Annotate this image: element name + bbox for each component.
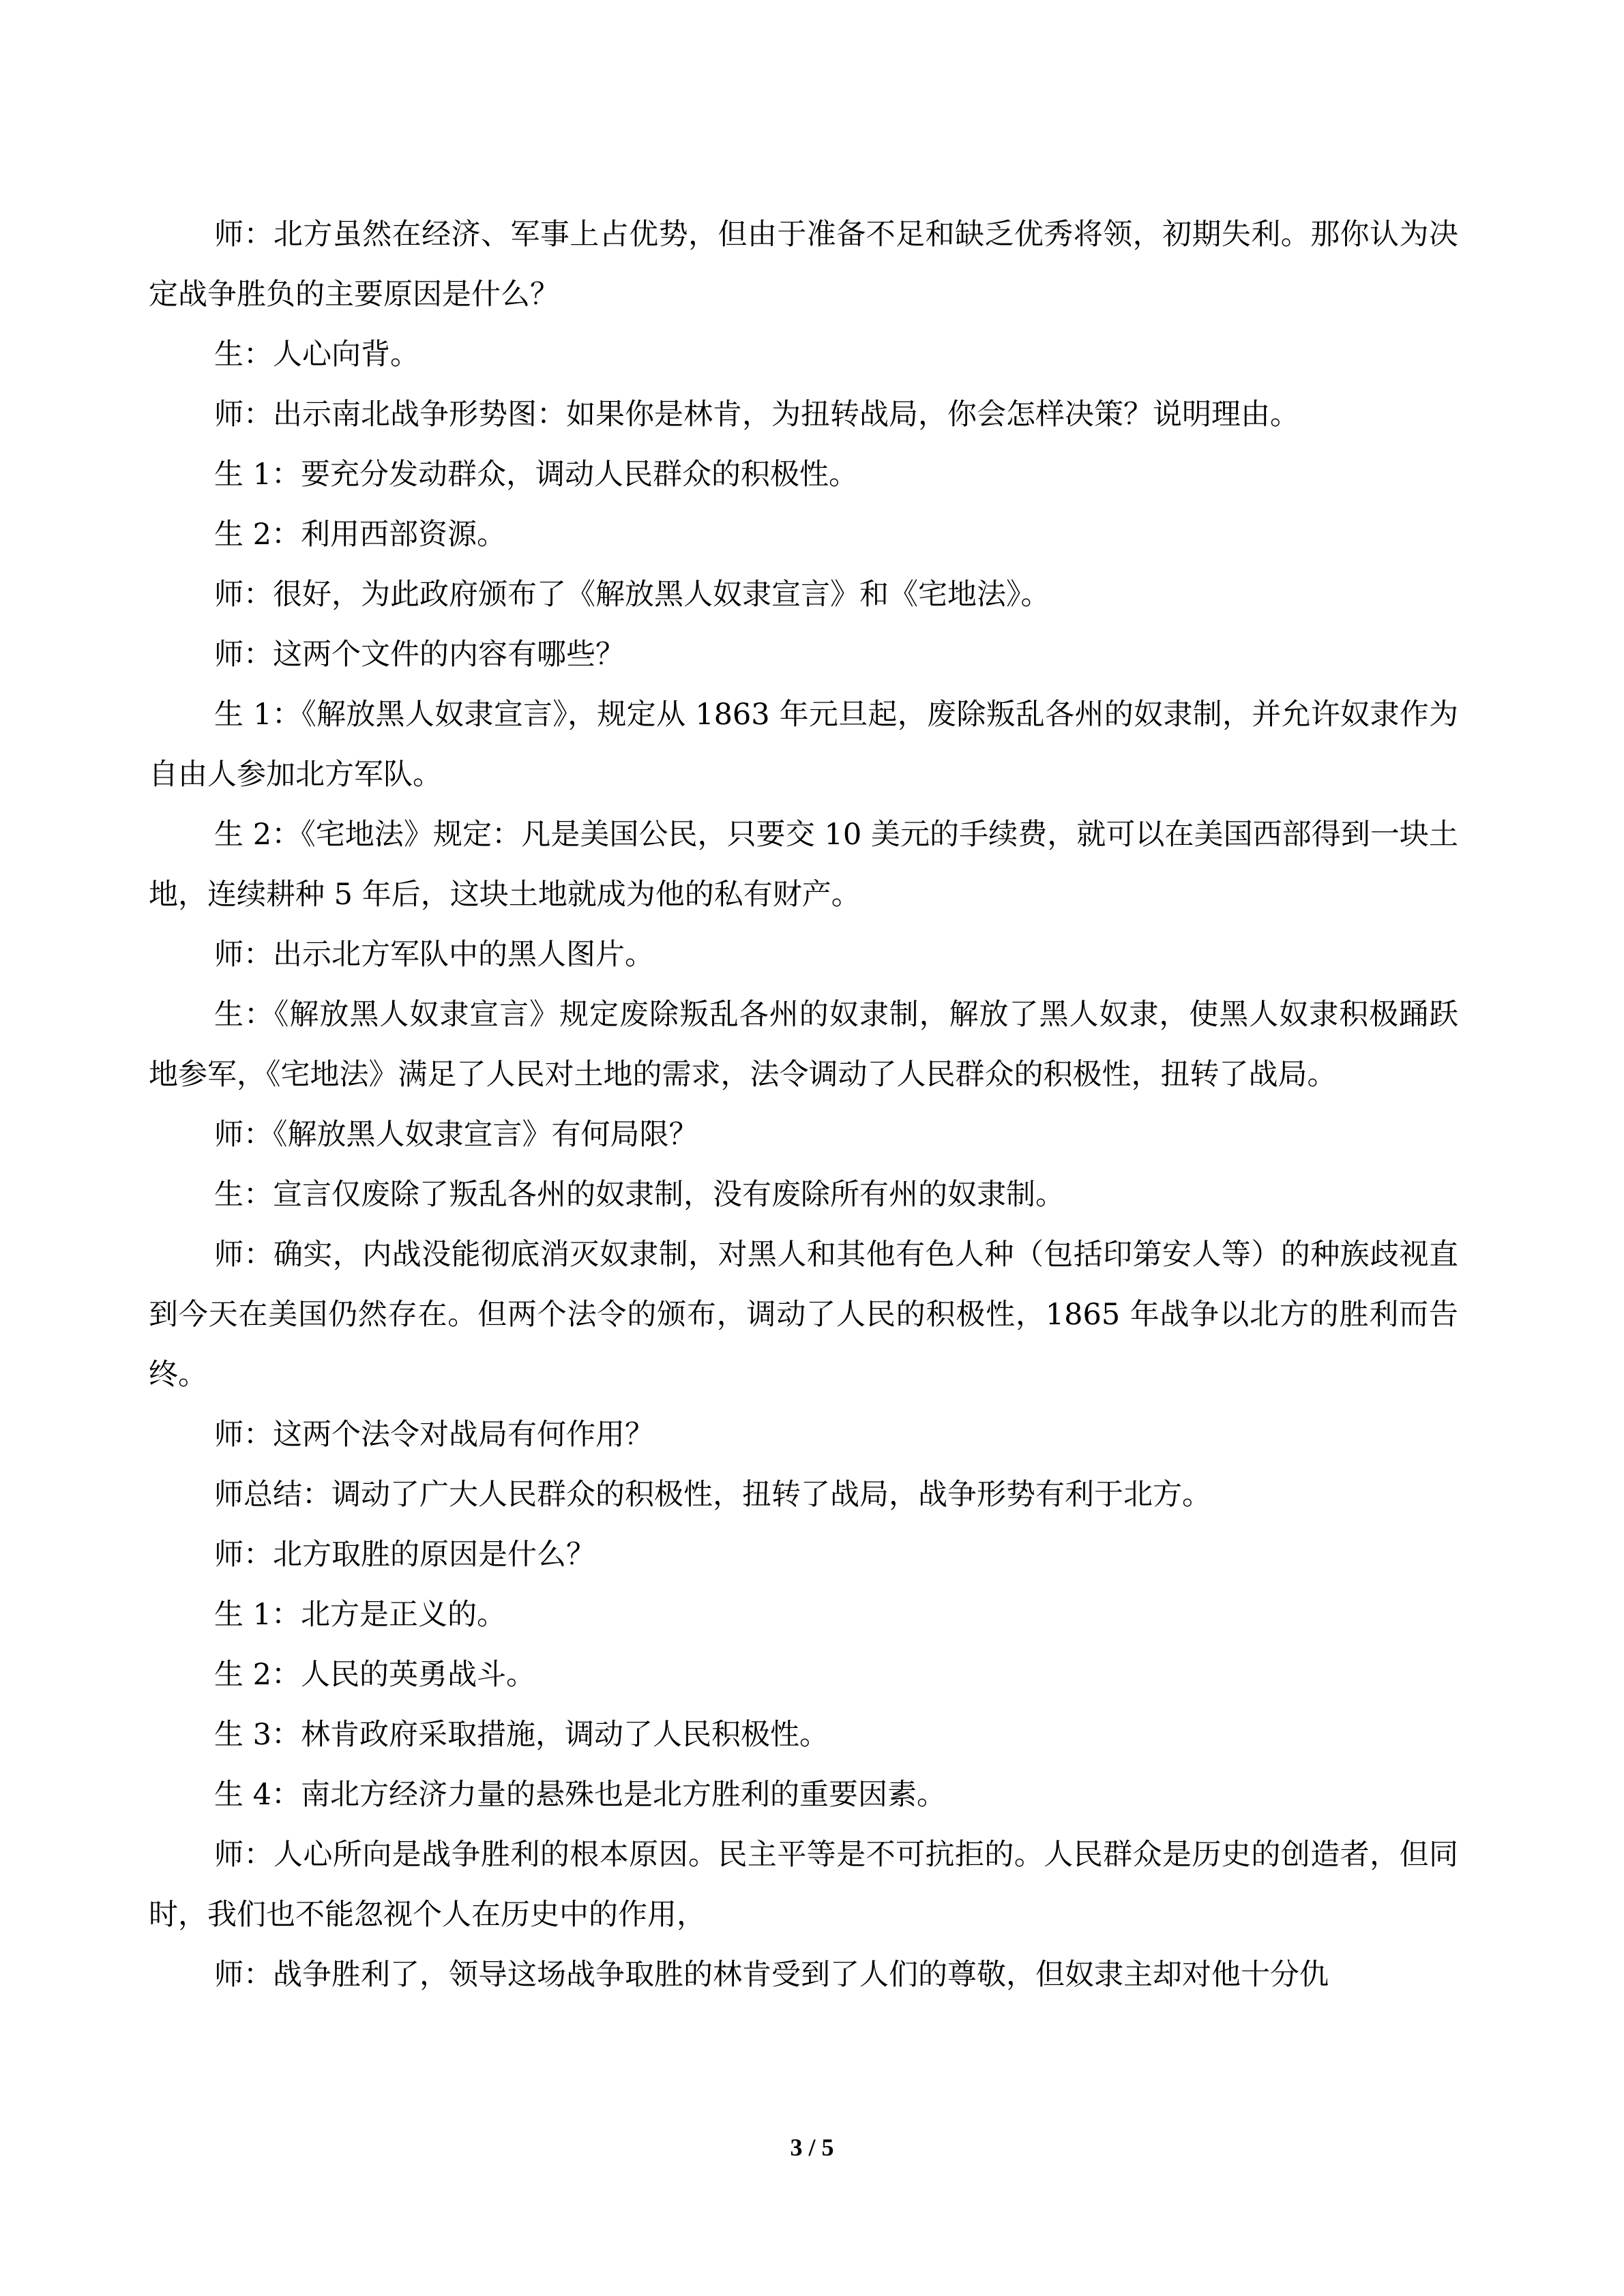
paragraph: 师：出示北方军队中的黑人图片。: [214, 938, 654, 972]
paragraph: 师：《解放黑人奴隶宣言》有何局限？: [214, 1118, 698, 1152]
paragraph: 师：很好，为此政府颁布了《解放黑人奴隶宣言》和《宅地法》。: [214, 578, 1050, 612]
paragraph: 师：北方虽然在经济、军事上占优势，但由于准备不足和缺乏优秀将领，初期失利。那你认为决定战争胜负的主要原因是什么？: [149, 218, 1458, 312]
paragraph: 师：人心所向是战争胜利的根本原因。民主平等是不可抗拒的。人民群众是历史的创造者，但同时，我们也不能忽视个人在历史中的作用，: [149, 1838, 1458, 1932]
paragraph: 生 1：要充分发动群众，调动人民群众的积极性。: [214, 458, 859, 492]
paragraph: 师：出示南北战争形势图：如果你是林肯，为扭转战局，你会怎样决策？说明理由。: [214, 398, 1299, 432]
paragraph: 师总结：调动了广大人民群众的积极性，扭转了战局，战争形势有利于北方。: [214, 1478, 1211, 1512]
paragraph: 生：人心向背。: [214, 338, 419, 372]
paragraph: 师：这两个文件的内容有哪些？: [214, 638, 625, 672]
document-body: [149, 205, 1458, 2005]
paragraph: 生 4：南北方经济力量的悬殊也是北方胜利的重要因素。: [214, 1778, 947, 1812]
paragraph: 师：确实，内战没能彻底消灭奴隶制，对黑人和其他有色人种（包括印第安人等）的种族歧视直到今天在美国仍然存在。但两个法令的颁布，调动了人民的积极性，1865 年战争以北方的胜利而告终。: [149, 1238, 1458, 1392]
paragraph: 师：北方取胜的原因是什么？: [214, 1538, 595, 1572]
paragraph: 师：战争胜利了，领导这场战争取胜的林肯受到了人们的尊敬，但奴隶主却对他十分仇: [214, 1958, 1329, 1992]
paragraph: 生 2：《宅地法》规定：凡是美国公民，只要交 10 美元的手续费，就可以在美国西部得到一块土地，连续耕种 5 年后，这块土地就成为他的私有财产。: [149, 818, 1458, 912]
paragraph: 生 1：《解放黑人奴隶宣言》，规定从 1863 年元旦起，废除叛乱各州的奴隶制，并允许奴隶作为自由人参加北方军队。: [149, 698, 1458, 792]
paragraph: 生：宣言仅废除了叛乱各州的奴隶制，没有废除所有州的奴隶制。: [214, 1178, 1065, 1212]
paragraph: 生 2：利用西部资源。: [214, 518, 507, 552]
paragraph: 生：《解放黑人奴隶宣言》规定废除叛乱各州的奴隶制，解放了黑人奴隶，使黑人奴隶积极踊跃地参军，《宅地法》满足了人民对土地的需求，法令调动了人民群众的积极性，扭转了战局。: [149, 998, 1458, 1092]
page-number: 3 / 5: [790, 2134, 834, 2161]
paragraph: 生 2：人民的英勇战斗。: [214, 1658, 536, 1692]
paragraph: 生 1：北方是正义的。: [214, 1598, 507, 1632]
paragraph: 生 3：林肯政府采取措施，调动了人民积极性。: [214, 1718, 829, 1752]
paragraph: 师：这两个法令对战局有何作用？: [214, 1418, 654, 1452]
